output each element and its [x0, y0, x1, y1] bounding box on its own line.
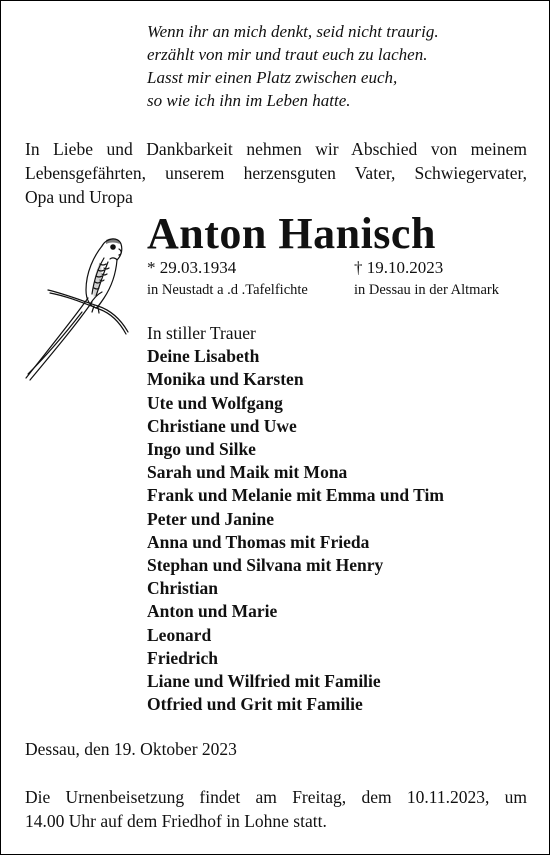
mourner: Stephan und Silvana mit Henry: [147, 555, 384, 576]
mourners-list: [147, 322, 444, 716]
mourner: Christiane und Uwe: [147, 415, 297, 436]
mourner: Frank und Melanie mit Emma und Tim: [147, 485, 444, 506]
death-date: † 19.10.2023: [354, 258, 444, 277]
birth-place: in Neustadt a .d .Tafelfichte: [147, 282, 308, 298]
mourner: Monika und Karsten: [147, 369, 304, 390]
poem: [147, 20, 439, 112]
mourner: Deine Lisabeth: [147, 346, 260, 367]
place-and-date: Dessau, den 19. Oktober 2023: [25, 739, 237, 759]
mourner: Sarah und Maik mit Mona: [147, 462, 348, 483]
intro-text: [25, 137, 527, 209]
poem-line: erzählt von mir und traut euch zu lachen.: [147, 45, 428, 64]
funeral-line: 14.00 Uhr auf dem Friedhof in Lohne statt.: [25, 811, 327, 831]
mourning-lead: In stiller Trauer: [147, 323, 256, 343]
birth-date: * 29.03.1934: [147, 258, 237, 277]
intro-line: In Liebe und Dankbarkeit nehmen wir Abschied von meinem: [25, 139, 527, 159]
mourner: Liane und Wilfried mit Familie: [147, 671, 381, 692]
mourner: Christian: [147, 578, 218, 599]
funeral-line: Die Urnenbeisetzung findet am Freitag, dem 10.11.2023, um: [25, 787, 527, 807]
mourner: Leonard: [147, 624, 212, 645]
budgerigar-on-branch-illustration: [20, 232, 132, 382]
mourner: Otfried und Grit mit Familie: [147, 694, 363, 715]
poem-line: so wie ich ihn im Leben hatte.: [147, 91, 351, 110]
poem-line: Wenn ihr an mich denkt, seid nicht traurig.: [147, 22, 439, 41]
funeral-notice: [25, 785, 527, 833]
mourner: Anna und Thomas mit Frieda: [147, 531, 370, 552]
deceased-name: Anton Hanisch: [147, 209, 436, 258]
death-place: in Dessau in der Altmark: [354, 282, 499, 298]
mourner: Peter und Janine: [147, 508, 275, 529]
mourner: Anton und Marie: [147, 601, 278, 622]
intro-line: Lebensgefährten, unserem herzensguten Vater, Schwiegervater,: [25, 163, 527, 183]
mourner: Friedrich: [147, 647, 218, 668]
mourner: Ute und Wolfgang: [147, 392, 283, 413]
intro-line: Opa und Uropa: [25, 187, 133, 207]
mourner: Ingo und Silke: [147, 439, 256, 460]
poem-line: Lasst mir einen Platz zwischen euch,: [147, 68, 398, 87]
